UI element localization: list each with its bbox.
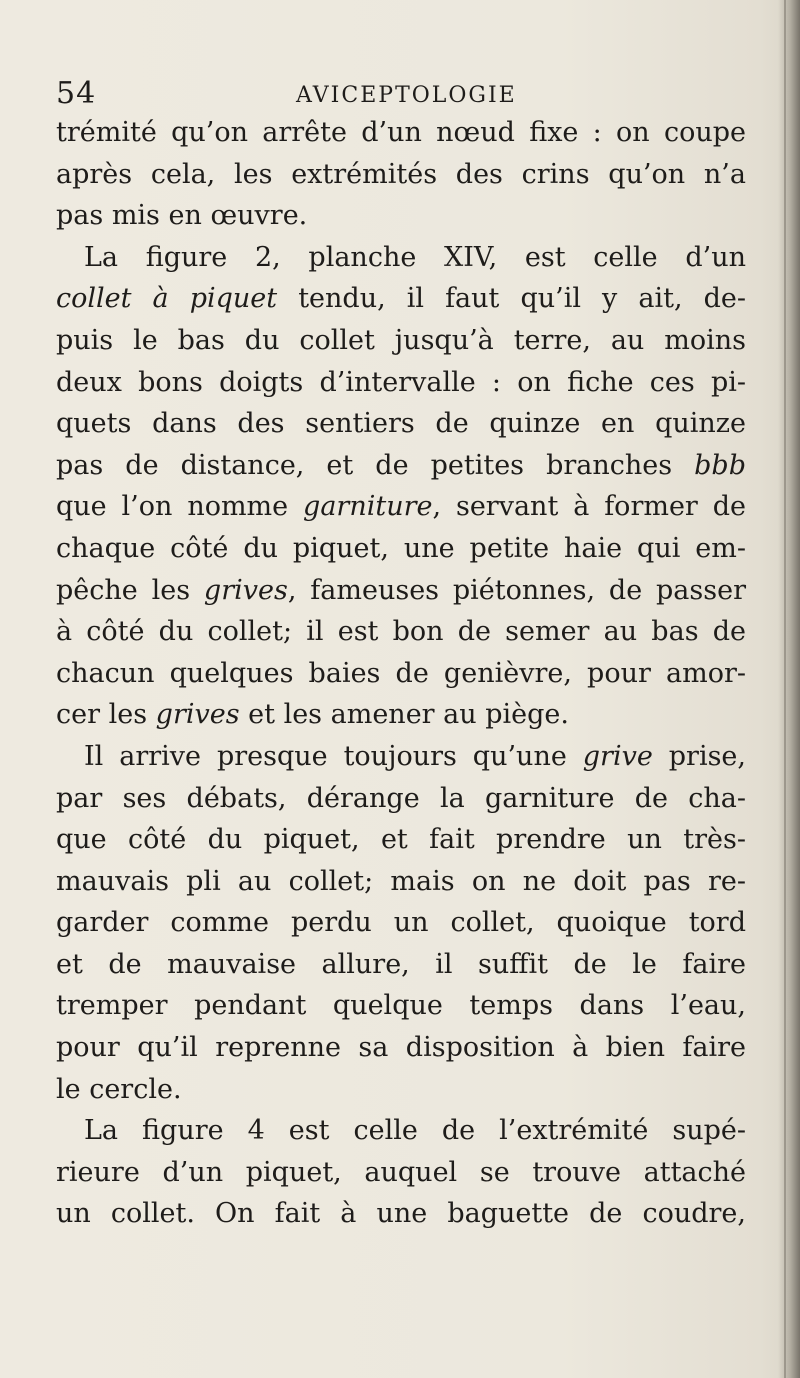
text-line — [56, 320, 746, 362]
text-segment: mauvais pli au collet; mais on ne doit pas re- — [56, 865, 746, 897]
page-gutter-shadow — [778, 0, 800, 1378]
text-line — [56, 1027, 746, 1069]
text-segment: le cercle. — [56, 1073, 182, 1105]
body-text — [56, 112, 746, 1235]
text-line — [56, 985, 746, 1027]
italic-term: bbb — [694, 449, 746, 481]
text-segment: , servant à former de — [432, 491, 746, 523]
text-segment: tendu, il faut qu’il y ait, de- — [277, 283, 746, 315]
text-line — [56, 154, 746, 196]
text-line — [56, 1152, 746, 1194]
text-segment: que l’on nomme — [56, 491, 304, 523]
text-line — [56, 486, 746, 528]
text-segment: que côté du piquet, et fait prendre un très- — [56, 824, 746, 856]
text-segment: , fameuses piétonnes, de passer — [287, 574, 746, 606]
text-segment: prise, — [652, 740, 746, 772]
text-line — [56, 1069, 746, 1111]
text-segment: rieure d’un piquet, auquel se trouve attaché — [56, 1156, 746, 1188]
text-segment: chacun quelques baies de genièvre, pour amor- — [56, 657, 746, 689]
italic-term: grives — [203, 574, 288, 606]
text-line — [56, 445, 746, 487]
text-line — [56, 1110, 746, 1152]
text-segment: pêche les — [56, 574, 204, 606]
text-segment: et les amener au piège. — [239, 699, 569, 731]
text-line — [56, 944, 746, 986]
text-line — [56, 778, 746, 820]
text-segment: garder comme perdu un collet, quoique tord — [56, 907, 746, 939]
text-segment: pas mis en œuvre. — [56, 200, 308, 232]
text-line — [56, 611, 746, 653]
text-segment: Il arrive presque toujours qu’une — [84, 740, 583, 772]
text-segment: à côté du collet; il est bon de semer au bas de — [56, 616, 746, 648]
text-segment: deux bons doigts d’intervalle : on fiche ces pi- — [56, 366, 746, 398]
text-segment: cer les — [56, 699, 156, 731]
italic-term: garniture — [303, 491, 433, 523]
text-line — [56, 362, 746, 404]
text-line — [56, 195, 746, 237]
text-line — [56, 528, 746, 570]
text-line — [56, 819, 746, 861]
page-header — [56, 76, 736, 112]
text-line — [56, 653, 746, 695]
text-segment: après cela, les extrémités des crins qu’on n’a — [56, 158, 746, 190]
text-segment: puis le bas du collet jusqu’à terre, au moins — [56, 324, 746, 356]
running-head: AVICEPTOLOGIE — [296, 83, 517, 108]
text-segment: trémité qu’on arrête d’un nœud fixe : on coupe — [56, 117, 746, 148]
text-line — [56, 278, 746, 320]
text-line — [56, 694, 746, 736]
text-segment: quets dans des sentiers de quinze en quinze — [56, 408, 746, 440]
italic-term: collet à piquet — [56, 283, 278, 315]
text-line — [56, 403, 746, 445]
text-line — [56, 902, 746, 944]
text-segment: pour qu’il reprenne sa disposition à bien faire — [56, 1032, 746, 1064]
text-segment: un collet. On fait à une baguette de coudre, — [56, 1198, 746, 1230]
text-line — [56, 237, 746, 279]
text-segment: et de mauvaise allure, il suffit de le faire — [56, 948, 746, 980]
text-line — [56, 861, 746, 903]
text-segment: chaque côté du piquet, une petite haie qui em- — [56, 532, 746, 564]
text-line — [56, 112, 746, 154]
text-segment: tremper pendant quelque temps dans l’eau, — [56, 990, 746, 1022]
text-segment: par ses débats, dérange la garniture de cha- — [56, 782, 746, 814]
text-line — [56, 736, 746, 778]
text-segment: pas de distance, et de petites branches — [56, 449, 695, 481]
text-segment: La figure 2, planche XIV, est celle d’un — [84, 241, 746, 273]
text-line — [56, 570, 746, 612]
page-edge-line — [784, 0, 786, 1378]
page-number: 54 — [56, 76, 97, 111]
text-line — [56, 1193, 746, 1235]
italic-term: grives — [155, 699, 240, 731]
text-segment: La figure 4 est celle de l’extrémité supé- — [84, 1115, 746, 1147]
italic-term: grive — [582, 740, 653, 772]
